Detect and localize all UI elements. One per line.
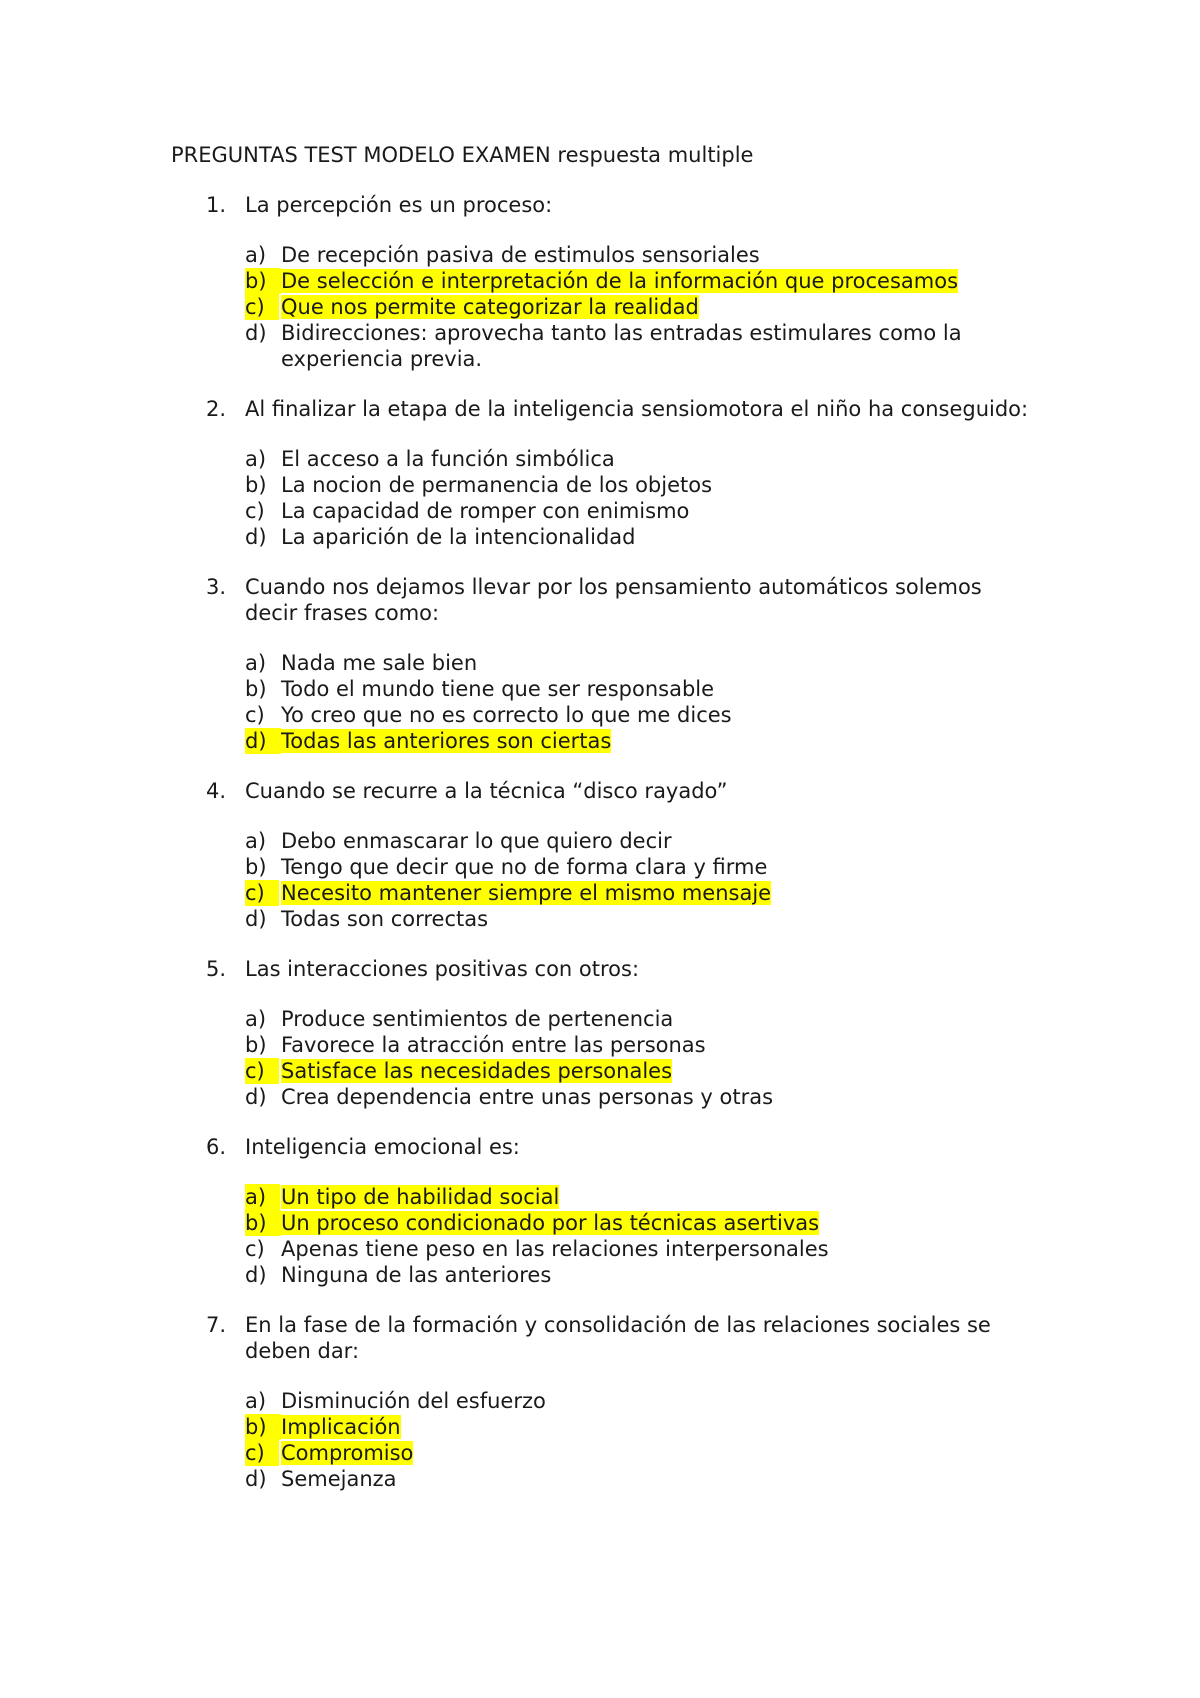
answer-line (245, 1006, 1035, 1032)
answer-text: Tengo que decir que no de forma clara y firme (281, 855, 768, 879)
answer-highlight (281, 1263, 551, 1287)
answer-option-highlighted (245, 1414, 1035, 1440)
answer-option-highlighted (245, 1210, 1035, 1236)
question-item (0, 574, 1200, 778)
question-text: En la fase de la formación y consolidación de las relaciones sociales se deben dar: (245, 1313, 991, 1363)
answer-text: Favorece la atracción entre las personas (281, 1033, 706, 1057)
answer-line (245, 728, 1035, 754)
answer-highlight (281, 1389, 546, 1413)
question-row (0, 192, 1200, 218)
answer-letter: d) (245, 1467, 267, 1491)
answer-letter: a) (245, 651, 267, 675)
answer-option-highlighted (245, 880, 1035, 906)
answer-text: Todas son correctas (281, 907, 489, 931)
question-number: 7. (206, 1313, 227, 1337)
answer-text: Todo el mundo tiene que ser responsable (281, 677, 715, 701)
question-number: 2. (206, 397, 227, 421)
question-row (0, 1312, 1200, 1364)
answer-letter: b) (245, 677, 267, 701)
answer-highlight (281, 651, 477, 675)
answer-text: La capacidad de romper con enimismo (281, 499, 690, 523)
answer-highlight (281, 1211, 819, 1235)
answer-line (245, 1262, 1035, 1288)
answer-line (245, 1440, 1035, 1466)
question-text: Cuando nos dejamos llevar por los pensamiento automáticos solemos decir frases como: (245, 575, 982, 625)
answer-highlight (281, 525, 636, 549)
answer-text: Apenas tiene peso en las relaciones interpersonales (281, 1237, 829, 1261)
answer-line (245, 1388, 1035, 1414)
answer-highlight (281, 907, 488, 931)
answer-text: La nocion de permanencia de los objetos (281, 473, 713, 497)
question-row (0, 574, 1200, 626)
question-row (0, 956, 1200, 982)
answer-option (245, 828, 1035, 854)
answer-text: Todas las anteriores son ciertas (281, 729, 612, 753)
answer-text: Yo creo que no es correcto lo que me dices (281, 703, 732, 727)
answer-letter: d) (245, 1085, 267, 1109)
answer-letter: d) (245, 907, 267, 931)
question-number: 1. (206, 193, 227, 217)
answer-line (245, 294, 1035, 320)
answer-highlight (281, 1441, 413, 1465)
answer-line (245, 702, 1035, 728)
answer-line (245, 1058, 1035, 1084)
answer-option-highlighted (245, 1440, 1035, 1466)
answer-highlight (281, 473, 712, 497)
answer-text: Que nos permite categorizar la realidad (281, 295, 699, 319)
answer-option-highlighted (245, 1184, 1035, 1210)
question-text: Las interacciones positivas con otros: (245, 957, 640, 981)
answer-letter: b) (245, 473, 267, 497)
answer-line (245, 1032, 1035, 1058)
answer-text: El acceso a la función simbólica (281, 447, 615, 471)
answer-option (245, 1006, 1035, 1032)
answer-letter: b) (245, 855, 267, 879)
answer-highlight (281, 447, 615, 471)
answer-option (245, 906, 1035, 932)
answer-letter: b) (245, 268, 281, 294)
answer-highlight (281, 677, 714, 701)
answer-letter: d) (245, 1263, 267, 1287)
answer-highlight (281, 1033, 706, 1057)
answer-text: Satisface las necesidades personales (281, 1059, 673, 1083)
answer-letter: d) (245, 525, 267, 549)
question-item (0, 192, 1200, 396)
answer-text: De selección e interpretación de la información que procesamos (281, 269, 959, 293)
answer-highlight (281, 1185, 559, 1209)
answer-letter: a) (245, 1007, 267, 1031)
answer-option (245, 524, 1035, 550)
answer-line (245, 828, 1035, 854)
answer-line (245, 1084, 1035, 1110)
answer-options (0, 446, 1200, 550)
question-item (0, 778, 1200, 956)
answer-text: Compromiso (281, 1441, 414, 1465)
answer-option (245, 472, 1035, 498)
answer-line (245, 1184, 1035, 1210)
answer-option (245, 1466, 1035, 1492)
question-row (0, 1134, 1200, 1160)
answer-option (245, 1032, 1035, 1058)
answer-line (245, 650, 1035, 676)
question-number: 3. (206, 575, 227, 599)
answer-text: Produce sentimientos de pertenencia (281, 1007, 674, 1031)
answer-line (245, 524, 1035, 550)
answer-option-highlighted (245, 268, 1035, 294)
answer-highlight (281, 1007, 673, 1031)
answer-letter: a) (245, 829, 267, 853)
question-row (0, 778, 1200, 804)
answer-text: Ninguna de las anteriores (281, 1263, 552, 1287)
answer-highlight (281, 881, 771, 905)
answer-line (245, 1466, 1035, 1492)
answer-options (0, 1388, 1200, 1492)
answer-option (245, 1236, 1035, 1262)
answer-line (245, 320, 1035, 372)
answer-text: Necesito mantener siempre el mismo mensaje (281, 881, 772, 905)
question-list (0, 192, 1200, 1516)
answer-option (245, 676, 1035, 702)
answer-text: Nada me sale bien (281, 651, 478, 675)
answer-letter: c) (245, 880, 279, 906)
answer-options (0, 1184, 1200, 1288)
answer-letter: b) (245, 1414, 281, 1440)
answer-highlight (281, 855, 767, 879)
answer-highlight (281, 1467, 397, 1491)
answer-text: Crea dependencia entre unas personas y otras (281, 1085, 774, 1109)
answer-line (245, 906, 1035, 932)
answer-option (245, 854, 1035, 880)
question-number: 4. (206, 779, 227, 803)
answer-letter: c) (245, 499, 265, 523)
answer-letter: c) (245, 294, 279, 320)
answer-options (0, 828, 1200, 932)
answer-highlight (281, 243, 760, 267)
answer-line (245, 880, 1035, 906)
answer-letter: c) (245, 703, 265, 727)
question-text: Inteligencia emocional es: (245, 1135, 520, 1159)
answer-text: Semejanza (281, 1467, 397, 1491)
answer-letter: a) (245, 1389, 267, 1413)
answer-option (245, 1262, 1035, 1288)
answer-option (245, 1084, 1035, 1110)
answer-line (245, 446, 1035, 472)
answer-letter: b) (245, 1210, 281, 1236)
answer-option (245, 242, 1035, 268)
question-item (0, 1312, 1200, 1516)
answer-option (245, 320, 1035, 372)
answer-options (0, 650, 1200, 754)
answer-line (245, 268, 1035, 294)
answer-line (245, 1210, 1035, 1236)
answer-text: De recepción pasiva de estimulos sensoriales (281, 243, 760, 267)
answer-text: Implicación (281, 1415, 401, 1439)
answer-letter: d) (245, 728, 281, 754)
answer-letter: a) (245, 1184, 280, 1210)
answer-line (245, 1414, 1035, 1440)
answer-highlight (281, 829, 672, 853)
answer-text: Debo enmascarar lo que quiero decir (281, 829, 672, 853)
answer-option (245, 446, 1035, 472)
answer-text: Un tipo de habilidad social (281, 1185, 560, 1209)
answer-highlight (281, 1059, 672, 1083)
answer-line (245, 1236, 1035, 1262)
answer-highlight (281, 1237, 829, 1261)
answer-highlight (281, 295, 699, 319)
answer-line (245, 854, 1035, 880)
question-text: Al finalizar la etapa de la inteligencia sensiomotora el niño ha conseguido: (245, 397, 1029, 421)
answer-option (245, 702, 1035, 728)
answer-letter: c) (245, 1058, 279, 1084)
answer-letter: a) (245, 243, 267, 267)
answer-letter: b) (245, 1033, 267, 1057)
answer-option-highlighted (245, 1058, 1035, 1084)
question-text: Cuando se recurre a la técnica “disco rayado” (245, 779, 728, 803)
answer-highlight (281, 1085, 773, 1109)
answer-highlight (281, 269, 958, 293)
answer-option-highlighted (245, 728, 1035, 754)
answer-line (245, 242, 1035, 268)
answer-line (245, 472, 1035, 498)
answer-highlight (281, 321, 962, 371)
answer-highlight (281, 1415, 401, 1439)
answer-line (245, 676, 1035, 702)
answer-letter: d) (245, 321, 267, 345)
answer-option (245, 498, 1035, 524)
question-number: 5. (206, 957, 227, 981)
question-text: La percepción es un proceso: (245, 193, 553, 217)
answer-option-highlighted (245, 294, 1035, 320)
answer-letter: c) (245, 1237, 265, 1261)
answer-letter: a) (245, 447, 267, 471)
answer-options (0, 1006, 1200, 1110)
document-title: PREGUNTAS TEST MODELO EXAMEN respuesta multiple (171, 143, 754, 167)
answer-text: Bidirecciones: aprovecha tanto las entradas estimulares como la experiencia previa. (281, 321, 962, 371)
question-row (0, 396, 1200, 422)
answer-text: Disminución del esfuerzo (281, 1389, 546, 1413)
question-item (0, 1134, 1200, 1312)
answer-option (245, 1388, 1035, 1414)
question-item (0, 956, 1200, 1134)
answer-highlight (281, 703, 732, 727)
answer-highlight (281, 499, 689, 523)
answer-highlight (281, 729, 611, 753)
answer-letter: c) (245, 1440, 279, 1466)
answer-text: La aparición de la intencionalidad (281, 525, 636, 549)
answer-line (245, 498, 1035, 524)
answer-text: Un proceso condicionado por las técnicas asertivas (281, 1211, 820, 1235)
question-number: 6. (206, 1135, 227, 1159)
question-item (0, 396, 1200, 574)
answer-options (0, 242, 1200, 372)
answer-option (245, 650, 1035, 676)
